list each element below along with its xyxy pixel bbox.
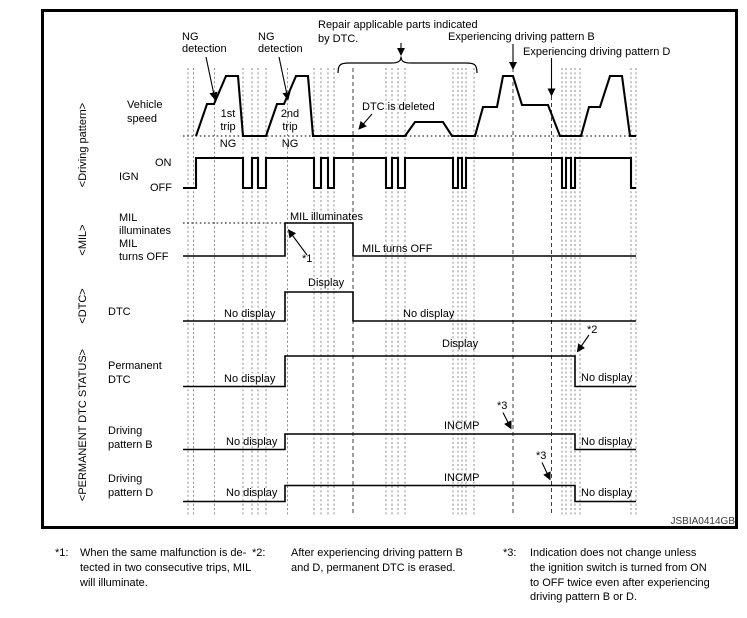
dtc-display-label: Display	[308, 277, 345, 289]
footnote-3-line2: the ignition switch is turned from ON	[530, 562, 707, 574]
ng-detection-1-label-line1: NG	[182, 31, 199, 43]
trip1-label-line1: 1st	[220, 108, 236, 120]
footnote-2-line1: After experiencing driving pattern B	[291, 547, 463, 559]
ng-detection-1-label-line2: detection	[182, 43, 227, 55]
row-label-dtc: DTC	[108, 306, 131, 318]
ign-waveform	[183, 158, 636, 188]
ref3-b-arrow	[503, 413, 511, 429]
permanent-dtc-no-display-label-1: No display	[224, 373, 276, 385]
ref1-arrow	[289, 230, 308, 255]
trip2-label-line2: trip	[282, 121, 298, 133]
group-label-mil: <MIL>	[77, 224, 89, 256]
footnote-2-marker: *2:	[252, 547, 266, 559]
repair-label-line1: Repair applicable parts indicated	[318, 19, 478, 31]
footnote-3-line3: to OFF twice even after experiencing	[530, 577, 710, 589]
pattern-d-incmp-label: INCMP	[444, 472, 480, 484]
dtc-no-display-label-2: No display	[403, 308, 455, 320]
pattern-d-no-display-label-1: No display	[226, 487, 278, 499]
row-label-permanent-dtc-line2: DTC	[108, 374, 131, 386]
mil-turns-off-label: MIL turns OFF	[362, 243, 433, 255]
ng-detection-1-arrow	[206, 57, 215, 100]
row-label-mil-line3: MIL	[119, 238, 138, 250]
row-label-mil-line2: illuminates	[119, 225, 171, 237]
group-label-driving-pattern: <Driving pattern>	[77, 102, 89, 188]
row-label-pattern-d-line1: Driving	[108, 473, 143, 485]
footnote-3-marker: *3:	[503, 547, 517, 559]
footnote-1-marker: *1:	[55, 547, 69, 559]
ref3-d-label: *3	[536, 450, 547, 462]
dtc-no-display-label-1: No display	[224, 308, 276, 320]
footnote-1-line1: When the same malfunction is de-	[80, 547, 247, 559]
dtc-deleted-label: DTC is deleted	[362, 101, 435, 113]
row-label-pattern-b-line2: pattern B	[108, 439, 153, 451]
footnote-3-line1: Indication does not change unless	[530, 547, 697, 559]
ref1-label: *1	[302, 253, 313, 265]
row-label-mil-line1: MIL	[119, 212, 138, 224]
row-label-ign: IGN	[119, 171, 139, 183]
group-label-dtc: <DTC>	[77, 288, 89, 324]
pattern-b-no-display-label-2: No display	[581, 436, 633, 448]
footnote-1-line2: tected in two consecutive trips, MIL	[80, 562, 252, 574]
row-label-pattern-b-line1: Driving	[108, 425, 143, 437]
group-label-permanent-dtc-status: <PERMANENT DTC STATUS>	[77, 348, 89, 502]
permanent-dtc-display-label: Display	[442, 338, 479, 350]
permanent-dtc-no-display-label-2: No display	[581, 372, 633, 384]
repair-label-line2: by DTC.	[318, 33, 359, 45]
pattern-b-incmp-label: INCMP	[444, 420, 480, 432]
trip2-label-line1: 2nd	[280, 108, 300, 120]
ng-detection-2-label-line1: NG	[258, 31, 275, 43]
pattern-d-no-display-label-2: No display	[581, 487, 633, 499]
dtc-deleted-arrow	[359, 114, 372, 129]
trip1-label-line2: trip	[220, 121, 236, 133]
mil-illuminates-label: MIL illuminates	[290, 211, 363, 223]
experiencing-pattern-b-label: Experiencing driving pattern B	[448, 31, 595, 43]
trip1-ng-label: NG	[219, 138, 237, 150]
ref2-label: *2	[587, 324, 598, 336]
ign-off-label: OFF	[150, 182, 172, 194]
row-label-pattern-d-line2: pattern D	[108, 487, 154, 499]
row-label-vehicle-speed-line2: speed	[127, 113, 157, 125]
row-label-vehicle-speed-line1: Vehicle	[127, 99, 163, 111]
ref3-b-label: *3	[497, 400, 508, 412]
ref2-arrow	[578, 335, 590, 352]
footnote-3-line4: driving pattern B or D.	[530, 591, 637, 603]
pattern-b-no-display-label-1: No display	[226, 436, 278, 448]
footnote-1-line3: will illuminate.	[80, 577, 148, 589]
trip2-ng-label: NG	[281, 138, 299, 150]
ign-on-label: ON	[155, 157, 172, 169]
row-label-permanent-dtc-line1: Permanent	[108, 360, 162, 372]
ng-detection-2-label-line2: detection	[258, 43, 303, 55]
ref3-d-arrow	[542, 463, 550, 480]
figure-id-watermark: JSBIA0414GB	[670, 516, 735, 527]
experiencing-pattern-d-label: Experiencing driving pattern D	[523, 46, 671, 58]
ng-detection-2-arrow	[279, 57, 288, 100]
row-label-mil-line4: turns OFF	[119, 251, 169, 263]
repair-region-brace	[338, 57, 477, 74]
footnote-2-line2: and D, permanent DTC is erased.	[291, 562, 456, 574]
